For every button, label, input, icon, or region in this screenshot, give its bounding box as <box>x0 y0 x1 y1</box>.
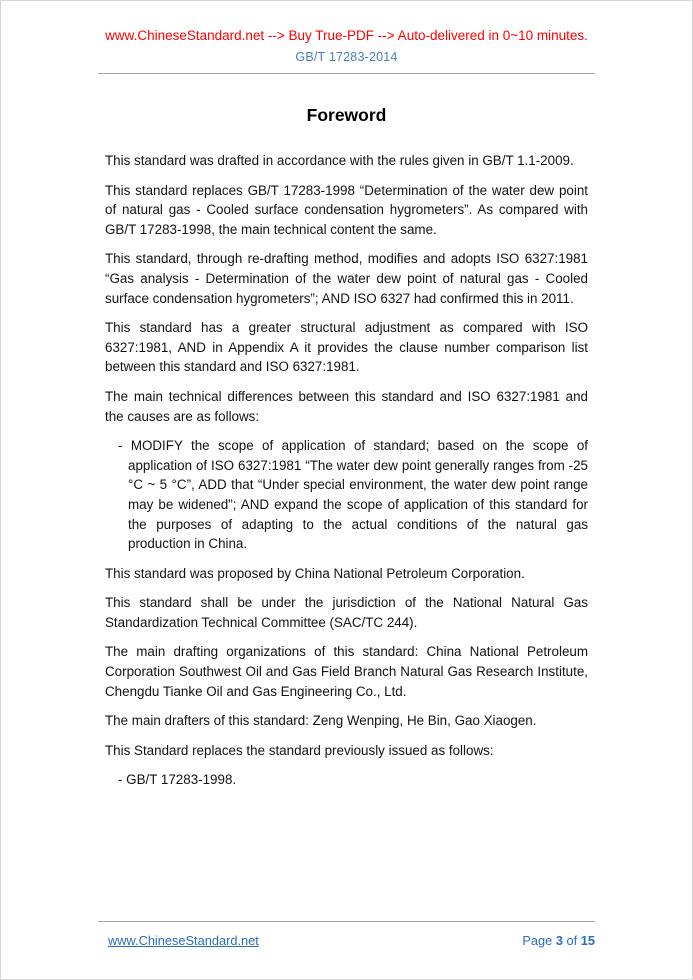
paragraph: This standard has a greater structural adjustment as compared with ISO 6327:1981, AND in Appendix A it provides the clause number comparison list between this standard and ISO 6327:1981. <box>105 320 588 375</box>
paragraph: This standard replaces GB/T 17283-1998 “Determination of the water dew point of natural gas - Cooled surface condensation hygrometers”. As compared with GB/T 17283-1998, the main technical content the same. <box>105 182 588 237</box>
doc-number: GB/T 17283-2014 <box>295 50 398 64</box>
page-footer <box>98 921 595 948</box>
paragraph: This standard shall be under the jurisdiction of the National Natural Gas Standardization Technical Committee (SAC/TC 244). <box>105 595 588 630</box>
paragraph: This standard was drafted in accordance with the rules given in GB/T 1.1-2009. <box>105 153 574 168</box>
paragraph: The main technical differences between this standard and ISO 6327:1981 and the causes are as follows: <box>105 388 588 424</box>
page-label: Page <box>522 933 553 948</box>
promo-banner-link[interactable]: www.ChineseStandard.net --> Buy True-PDF --> Auto-delivered in 0~10 minutes. <box>105 28 588 43</box>
page-total: 15 <box>580 933 595 948</box>
paragraph: This Standard replaces the standard previously issued as follows: <box>105 742 494 758</box>
page-title: Foreword <box>306 105 387 125</box>
page-of-label: of <box>566 933 578 948</box>
document-body <box>105 151 588 790</box>
list-item: - MODIFY the scope of application of standard; based on the scope of application of ISO 6327:1981 “The water dew point generally ranges from -25 °C ~ 5 °C”, ADD that “Under special environment, the water dew point range may be widened”; AND expand the scope of application of this standard for the purposes of adapting to the actual conditions of the natural gas production in China. <box>118 438 588 552</box>
list-item: - GB/T 17283-1998. <box>118 772 237 788</box>
paragraph: This standard, through re-drafting method, modifies and adopts ISO 6327:1981 “Gas analysis - Determination of the water dew point of natural gas - Cooled surface condensation hygrometers”; AND ISO 6327 had confirmed this in 2011. <box>105 251 588 306</box>
paragraph: The main drafting organizations of this standard: China National Petroleum Corporation Southwest Oil and Gas Field Branch Natural Gas Research Institute, Chengdu Tianke Oil and Gas Engineering Co., Ltd. <box>105 644 588 699</box>
page-indicator <box>522 933 595 948</box>
paragraph: The main drafters of this standard: Zeng Wenping, He Bin, Gao Xiaogen. <box>105 713 537 729</box>
page-current: 3 <box>555 933 563 948</box>
footer-site-link[interactable]: www.ChineseStandard.net <box>108 933 259 948</box>
header-divider <box>98 73 595 74</box>
paragraph: This standard was proposed by China National Petroleum Corporation. <box>105 565 525 581</box>
